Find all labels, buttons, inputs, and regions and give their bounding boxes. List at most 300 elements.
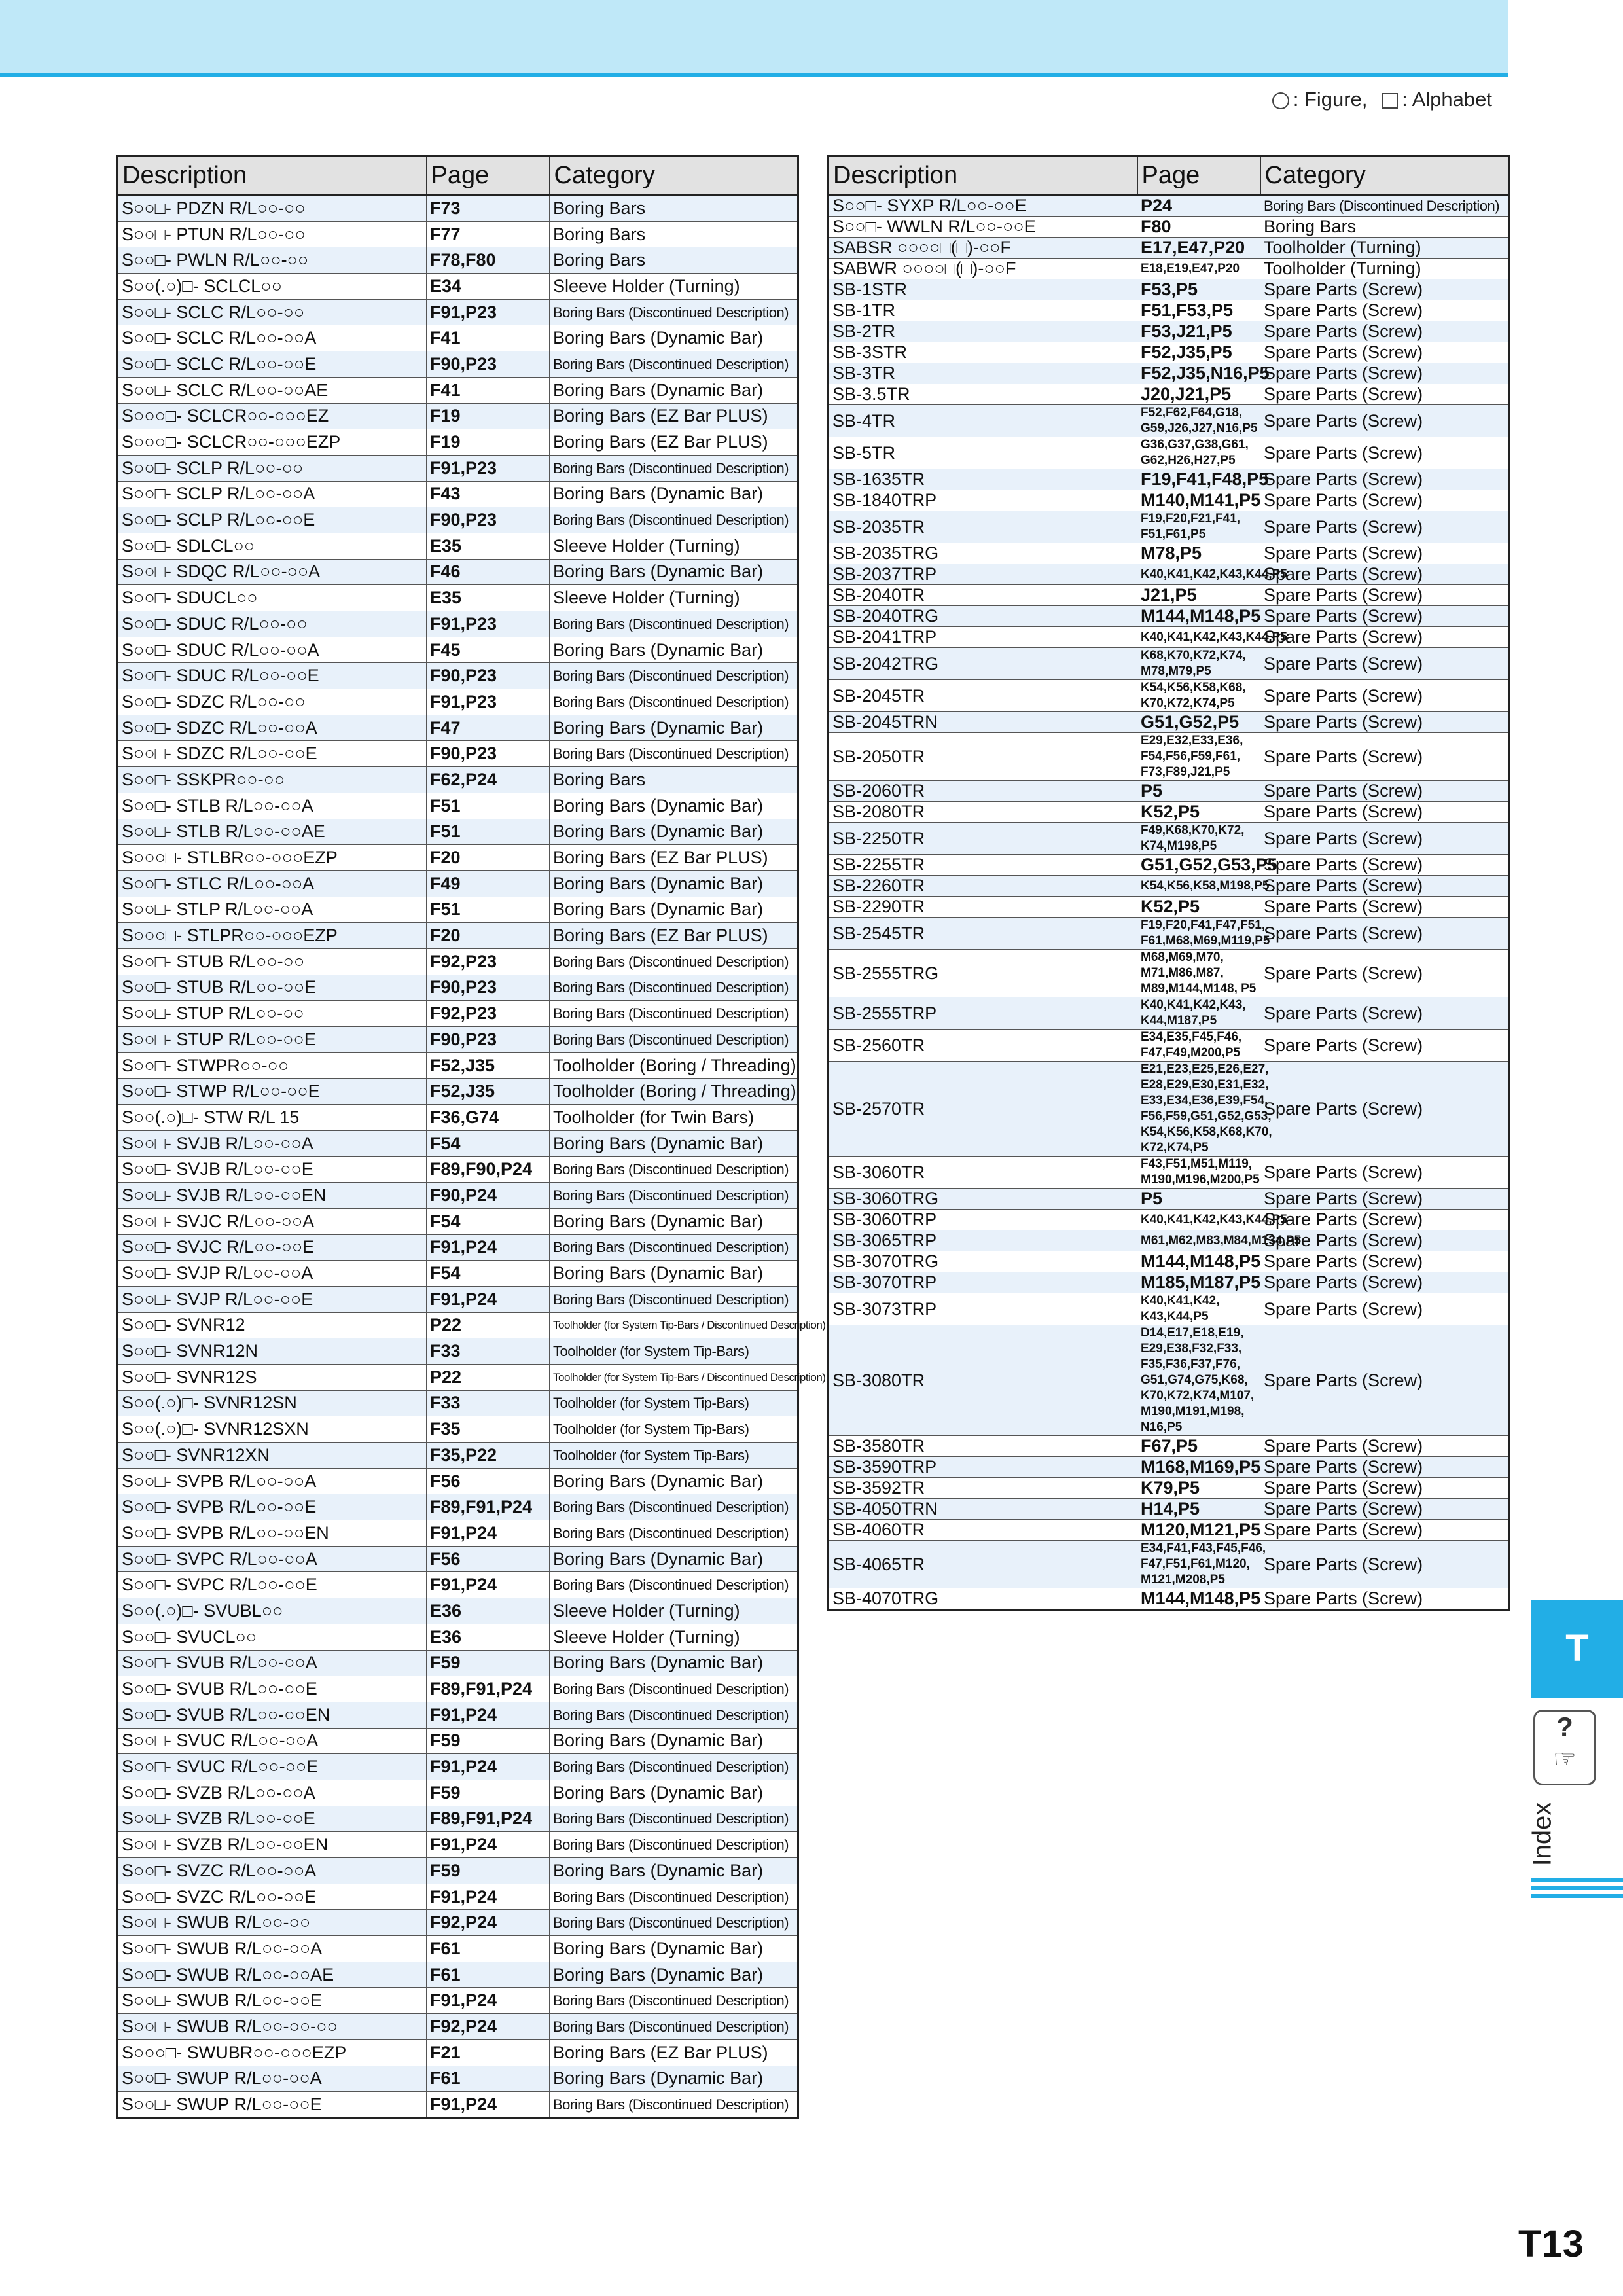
cell-category: Toolholder (for System Tip-Bars) bbox=[550, 1390, 798, 1416]
cell-page: K40,K41,K42,K43,K44,P5 bbox=[1137, 1210, 1260, 1230]
cell-description: S○○□- SCLP R/L○○-○○E bbox=[118, 507, 427, 533]
cell-category: Spare Parts (Screw) bbox=[1260, 606, 1509, 627]
cell-page: J20,J21,P5 bbox=[1137, 384, 1260, 405]
table-row bbox=[829, 680, 1509, 712]
cell-page: F43,F51,M51,M119, M190,M196,M200,P5 bbox=[1137, 1157, 1260, 1189]
table-row bbox=[829, 855, 1509, 876]
table-row bbox=[829, 543, 1509, 564]
cell-page: F35,P22 bbox=[427, 1443, 550, 1469]
cell-category: Boring Bars (Discontinued Description) bbox=[550, 455, 798, 481]
page-number: T13 bbox=[1518, 2223, 1584, 2265]
cell-description: S○○□- SVJP R/L○○-○○A bbox=[118, 1261, 427, 1287]
cell-description: S○○□- SWUB R/L○○-○○-○○ bbox=[118, 2014, 427, 2040]
cell-page: F20 bbox=[427, 923, 550, 949]
table-row bbox=[118, 533, 798, 559]
cell-page: P24 bbox=[1137, 195, 1260, 217]
cell-page: K40,K41,K42,K43, K44,M187,P5 bbox=[1137, 997, 1260, 1030]
cell-description: SB-2570TR bbox=[829, 1062, 1137, 1157]
cell-category: Boring Bars (Dynamic Bar) bbox=[550, 1650, 798, 1676]
table-row bbox=[118, 1312, 798, 1338]
cell-description: SB-2040TR bbox=[829, 585, 1137, 606]
cell-description: S○○□- SDUC R/L○○-○○A bbox=[118, 637, 427, 663]
cell-page: F89,F90,P24 bbox=[427, 1157, 550, 1183]
cell-description: S○○□- SVUB R/L○○-○○EN bbox=[118, 1702, 427, 1728]
table-row bbox=[118, 274, 798, 300]
cell-category: Spare Parts (Screw) bbox=[1260, 1030, 1509, 1062]
cell-page: F91,P24 bbox=[427, 1234, 550, 1261]
cell-page: P22 bbox=[427, 1312, 550, 1338]
cell-page: M78,P5 bbox=[1137, 543, 1260, 564]
header-description: Description bbox=[829, 156, 1137, 195]
cell-category: Boring Bars (Dynamic Bar) bbox=[550, 1962, 798, 1988]
table-row bbox=[118, 1027, 798, 1053]
cell-page: F33 bbox=[427, 1338, 550, 1365]
cell-page: F51 bbox=[427, 819, 550, 845]
cell-category: Toolholder (Boring / Threading) bbox=[550, 1079, 798, 1105]
cell-description: S○○□- SVJB R/L○○-○○E bbox=[118, 1157, 427, 1183]
cell-page: E36 bbox=[427, 1624, 550, 1650]
cell-category: Spare Parts (Screw) bbox=[1260, 1210, 1509, 1230]
table-row bbox=[118, 195, 798, 222]
table-row bbox=[118, 403, 798, 429]
cell-category: Boring Bars (Dynamic Bar) bbox=[550, 715, 798, 741]
cell-category: Boring Bars (Discontinued Description) bbox=[550, 975, 798, 1001]
cell-category: Spare Parts (Screw) bbox=[1260, 1436, 1509, 1457]
cell-category: Spare Parts (Screw) bbox=[1260, 363, 1509, 384]
cell-description: S○○□- SWUP R/L○○-○○E bbox=[118, 2092, 427, 2119]
cell-category: Boring Bars (Discontinued Description) bbox=[550, 1754, 798, 1780]
table-row bbox=[829, 1030, 1509, 1062]
cell-category: Boring Bars (Discontinued Description) bbox=[550, 663, 798, 689]
table-row bbox=[118, 1001, 798, 1027]
cell-description: S○○□- SVZC R/L○○-○○A bbox=[118, 1858, 427, 1884]
cell-page: F20 bbox=[427, 845, 550, 871]
table-row bbox=[118, 637, 798, 663]
cell-category: Sleeve Holder (Turning) bbox=[550, 1624, 798, 1650]
cell-description: S○○□- SCLC R/L○○-○○AE bbox=[118, 377, 427, 403]
cell-page: F35 bbox=[427, 1416, 550, 1443]
cell-page: F91,P24 bbox=[427, 2092, 550, 2119]
table-row bbox=[829, 1478, 1509, 1499]
cell-description: S○○□- SDUC R/L○○-○○E bbox=[118, 663, 427, 689]
cell-page: F53,P5 bbox=[1137, 279, 1260, 300]
cell-description: SB-2035TR bbox=[829, 511, 1137, 543]
cell-description: S○○□- SCLP R/L○○-○○A bbox=[118, 481, 427, 507]
cell-category: Boring Bars (Discontinued Description) bbox=[550, 1572, 798, 1598]
table-row bbox=[118, 1338, 798, 1365]
cell-category: Boring Bars (Discontinued Description) bbox=[550, 741, 798, 767]
table-row bbox=[118, 1546, 798, 1572]
cell-category: Boring Bars (Discontinued Description) bbox=[550, 351, 798, 378]
table-row bbox=[118, 221, 798, 247]
cell-category: Sleeve Holder (Turning) bbox=[550, 585, 798, 611]
top-color-band bbox=[0, 0, 1508, 73]
cell-description: S○○□- SVUC R/L○○-○○E bbox=[118, 1754, 427, 1780]
cell-category: Boring Bars (Discontinued Description) bbox=[550, 1234, 798, 1261]
cell-description: S○○□- SVJC R/L○○-○○A bbox=[118, 1208, 427, 1234]
cell-page: F52,J35,N16,P5 bbox=[1137, 363, 1260, 384]
cell-description: S○○○□- SCLCR○○-○○○EZP bbox=[118, 429, 427, 456]
cell-page: K40,K41,K42,K43,K44,P5 bbox=[1137, 627, 1260, 648]
cell-page: E35 bbox=[427, 533, 550, 559]
table-row bbox=[829, 897, 1509, 918]
cell-description: SB-2037TRP bbox=[829, 564, 1137, 585]
cell-page: F19,F20,F21,F41, F51,F61,P5 bbox=[1137, 511, 1260, 543]
cell-description: SB-2035TRG bbox=[829, 543, 1137, 564]
cell-description: S○○□- SCLC R/L○○-○○ bbox=[118, 299, 427, 325]
cell-description: S○○□- SCLC R/L○○-○○E bbox=[118, 351, 427, 378]
table-row bbox=[829, 300, 1509, 321]
cell-description: S○○○□- STLBR○○-○○○EZP bbox=[118, 845, 427, 871]
cell-description: S○○□- SVUB R/L○○-○○E bbox=[118, 1676, 427, 1702]
cell-category: Sleeve Holder (Turning) bbox=[550, 1598, 798, 1624]
table-row bbox=[829, 1293, 1509, 1325]
cell-description: S○○□- SVJB R/L○○-○○A bbox=[118, 1130, 427, 1157]
cell-category: Spare Parts (Screw) bbox=[1260, 405, 1509, 437]
cell-page: F54 bbox=[427, 1261, 550, 1287]
cell-page: M185,M187,P5 bbox=[1137, 1272, 1260, 1293]
table-row bbox=[118, 1390, 798, 1416]
cell-category: Toolholder (Turning) bbox=[1260, 259, 1509, 279]
cell-description: S○○□- SVZC R/L○○-○○E bbox=[118, 1884, 427, 1910]
cell-description: SB-2545TR bbox=[829, 918, 1137, 950]
cell-description: S○○□- PWLN R/L○○-○○ bbox=[118, 247, 427, 274]
cell-page: F51,F53,P5 bbox=[1137, 300, 1260, 321]
cell-page: F51 bbox=[427, 897, 550, 923]
cell-page: J21,P5 bbox=[1137, 585, 1260, 606]
table-row bbox=[829, 1210, 1509, 1230]
cell-page: F91,P24 bbox=[427, 1572, 550, 1598]
cell-category: Toolholder (for System Tip-Bars) bbox=[550, 1416, 798, 1443]
cell-page: K40,K41,K42,K43,K44,P5 bbox=[1137, 564, 1260, 585]
cell-category: Boring Bars bbox=[550, 195, 798, 222]
table-row bbox=[829, 1272, 1509, 1293]
cell-description: SB-2560TR bbox=[829, 1030, 1137, 1062]
cell-description: S○○□- SDQC R/L○○-○○A bbox=[118, 559, 427, 585]
cell-description: SB-4050TRN bbox=[829, 1499, 1137, 1520]
table-row bbox=[118, 689, 798, 715]
table-row bbox=[829, 950, 1509, 997]
index-table-right bbox=[827, 155, 1510, 1611]
table-row bbox=[118, 1858, 798, 1884]
table-row bbox=[118, 377, 798, 403]
cell-category: Spare Parts (Screw) bbox=[1260, 543, 1509, 564]
cell-description: SB-2080TR bbox=[829, 802, 1137, 823]
cell-description: S○○(.○)□- SCLCL○○ bbox=[118, 274, 427, 300]
cell-description: S○○□- SDUCL○○ bbox=[118, 585, 427, 611]
cell-page: F90,P23 bbox=[427, 975, 550, 1001]
table-row bbox=[118, 1754, 798, 1780]
cell-page: K52,P5 bbox=[1137, 897, 1260, 918]
cell-category: Boring Bars (Discontinued Description) bbox=[550, 689, 798, 715]
cell-description: S○○□- STUB R/L○○-○○E bbox=[118, 975, 427, 1001]
cell-description: SB-2045TR bbox=[829, 680, 1137, 712]
cell-description: S○○○□- STLPR○○-○○○EZP bbox=[118, 923, 427, 949]
table-row bbox=[118, 1780, 798, 1806]
cell-category: Boring Bars bbox=[550, 221, 798, 247]
cell-description: SB-3065TRP bbox=[829, 1230, 1137, 1251]
cell-description: S○○□- STWP R/L○○-○○E bbox=[118, 1079, 427, 1105]
table-row bbox=[118, 1962, 798, 1988]
cell-description: S○○○□- SWUBR○○-○○○EZP bbox=[118, 2039, 427, 2066]
cell-page: F80 bbox=[1137, 217, 1260, 238]
table-row bbox=[118, 1416, 798, 1443]
cell-page: F47 bbox=[427, 715, 550, 741]
cell-category: Spare Parts (Screw) bbox=[1260, 1499, 1509, 1520]
table-row bbox=[118, 1936, 798, 1962]
cell-description: S○○□- SWUB R/L○○-○○E bbox=[118, 1988, 427, 2014]
cell-category: Boring Bars (Dynamic Bar) bbox=[550, 559, 798, 585]
cell-page: F78,F80 bbox=[427, 247, 550, 274]
table-row bbox=[829, 802, 1509, 823]
cell-description: S○○□- SVPB R/L○○-○○E bbox=[118, 1494, 427, 1520]
table-row bbox=[118, 1806, 798, 1832]
cell-category: Spare Parts (Screw) bbox=[1260, 511, 1509, 543]
cell-category: Spare Parts (Screw) bbox=[1260, 490, 1509, 511]
cell-category: Spare Parts (Screw) bbox=[1260, 1293, 1509, 1325]
table-row bbox=[118, 923, 798, 949]
cell-category: Boring Bars (Discontinued Description) bbox=[550, 1806, 798, 1832]
cell-page: F56 bbox=[427, 1546, 550, 1572]
cell-page: F91,P24 bbox=[427, 1832, 550, 1858]
cell-page: F19,F41,F48,P5 bbox=[1137, 469, 1260, 490]
cell-description: S○○□- SDZC R/L○○-○○A bbox=[118, 715, 427, 741]
table-row bbox=[829, 405, 1509, 437]
table-row bbox=[829, 342, 1509, 363]
header-category: Category bbox=[550, 156, 798, 195]
table-row bbox=[829, 1541, 1509, 1588]
table-row bbox=[118, 1624, 798, 1650]
cell-page: E21,E23,E25,E26,E27, E28,E29,E30,E31,E32, E33,E34,E36,E39,F54, F56,F59,G51,G52,G53, K54,K56,K58,K68,K70, K72,K74,P5 bbox=[1137, 1062, 1260, 1157]
cell-category: Boring Bars (Discontinued Description) bbox=[550, 1884, 798, 1910]
cell-category: Spare Parts (Screw) bbox=[1260, 712, 1509, 733]
cell-page: F77 bbox=[427, 221, 550, 247]
cell-description: SB-1STR bbox=[829, 279, 1137, 300]
cell-description: S○○□- SDZC R/L○○-○○ bbox=[118, 689, 427, 715]
cell-page: F61 bbox=[427, 1962, 550, 1988]
table-row bbox=[829, 217, 1509, 238]
cell-category: Boring Bars (Dynamic Bar) bbox=[550, 1468, 798, 1494]
cell-description: SB-3592TR bbox=[829, 1478, 1137, 1499]
cell-page: M68,M69,M70, M71,M86,M87, M89,M144,M148, P5 bbox=[1137, 950, 1260, 997]
table-row bbox=[829, 1325, 1509, 1436]
table-row bbox=[118, 1520, 798, 1547]
cell-page: E18,E19,E47,P20 bbox=[1137, 259, 1260, 279]
table-row bbox=[829, 1520, 1509, 1541]
cell-category: Toolholder (for System Tip-Bars) bbox=[550, 1443, 798, 1469]
cell-category: Spare Parts (Screw) bbox=[1260, 1478, 1509, 1499]
cell-page: P5 bbox=[1137, 781, 1260, 802]
cell-page: F19,F20,F41,F47,F51, F61,M68,M69,M119,P5 bbox=[1137, 918, 1260, 950]
cell-category: Spare Parts (Screw) bbox=[1260, 733, 1509, 781]
cell-page: F52,F62,F64,G18, G59,J26,J27,N16,P5 bbox=[1137, 405, 1260, 437]
table-row bbox=[118, 1468, 798, 1494]
cell-description: S○○□- SWUP R/L○○-○○A bbox=[118, 2066, 427, 2092]
cell-page: K52,P5 bbox=[1137, 802, 1260, 823]
table-row bbox=[829, 469, 1509, 490]
table-row bbox=[829, 363, 1509, 384]
table-row bbox=[829, 606, 1509, 627]
cell-category: Spare Parts (Screw) bbox=[1260, 279, 1509, 300]
cell-page: M144,M148,P5 bbox=[1137, 606, 1260, 627]
table-row bbox=[118, 767, 798, 793]
table-row bbox=[118, 1157, 798, 1183]
cell-page: F92,P24 bbox=[427, 2014, 550, 2040]
cell-category: Spare Parts (Screw) bbox=[1260, 437, 1509, 469]
cell-page: F91,P23 bbox=[427, 689, 550, 715]
cell-category: Boring Bars (Dynamic Bar) bbox=[550, 1261, 798, 1287]
cell-category: Boring Bars (Discontinued Description) bbox=[550, 611, 798, 637]
cell-description: SB-2555TRG bbox=[829, 950, 1137, 997]
cell-category: Spare Parts (Screw) bbox=[1260, 1325, 1509, 1436]
cell-description: SB-3070TRP bbox=[829, 1272, 1137, 1293]
table-row bbox=[829, 1230, 1509, 1251]
table-row bbox=[829, 585, 1509, 606]
cell-category: Boring Bars (Discontinued Description) bbox=[550, 1676, 798, 1702]
cell-page: E34,F41,F43,F45,F46, F47,F51,F61,M120, M121,M208,P5 bbox=[1137, 1541, 1260, 1588]
cell-description: S○○□- SVZB R/L○○-○○EN bbox=[118, 1832, 427, 1858]
cell-page: F91,P23 bbox=[427, 299, 550, 325]
cell-category: Boring Bars (Dynamic Bar) bbox=[550, 1858, 798, 1884]
cell-page: M144,M148,P5 bbox=[1137, 1251, 1260, 1272]
cell-page: P5 bbox=[1137, 1189, 1260, 1210]
cell-description: S○○□- SSKPR○○-○○ bbox=[118, 767, 427, 793]
table-row bbox=[118, 455, 798, 481]
table-row bbox=[118, 1884, 798, 1910]
cell-description: SABSR ○○○○□(□)-○○F bbox=[829, 238, 1137, 259]
table-row bbox=[829, 876, 1509, 897]
cell-category: Boring Bars (EZ Bar PLUS) bbox=[550, 429, 798, 456]
cell-category: Boring Bars (Discontinued Description) bbox=[550, 1001, 798, 1027]
cell-category: Boring Bars (Discontinued Description) bbox=[550, 1494, 798, 1520]
table-row bbox=[829, 511, 1509, 543]
table-row bbox=[829, 1157, 1509, 1189]
cell-page: F51 bbox=[427, 793, 550, 819]
cell-page: F45 bbox=[427, 637, 550, 663]
cell-description: SB-1635TR bbox=[829, 469, 1137, 490]
table-row bbox=[829, 1499, 1509, 1520]
cell-description: SB-3060TRG bbox=[829, 1189, 1137, 1210]
cell-description: SB-3073TRP bbox=[829, 1293, 1137, 1325]
cell-category: Boring Bars (Discontinued Description) bbox=[550, 1988, 798, 2014]
cell-description: SB-2045TRN bbox=[829, 712, 1137, 733]
cell-page: F43 bbox=[427, 481, 550, 507]
table-row bbox=[118, 870, 798, 897]
cell-category: Spare Parts (Screw) bbox=[1260, 469, 1509, 490]
table-row bbox=[118, 507, 798, 533]
top-accent-line bbox=[0, 73, 1508, 77]
table-row bbox=[118, 2039, 798, 2066]
cell-category: Spare Parts (Screw) bbox=[1260, 564, 1509, 585]
table-row bbox=[829, 490, 1509, 511]
cell-description: SB-3060TR bbox=[829, 1157, 1137, 1189]
table-row bbox=[118, 715, 798, 741]
cell-description: S○○(.○)□- SVUBL○○ bbox=[118, 1598, 427, 1624]
table-row bbox=[118, 741, 798, 767]
table-row bbox=[118, 2092, 798, 2119]
cell-category: Boring Bars (Discontinued Description) bbox=[550, 948, 798, 975]
cell-category: Spare Parts (Screw) bbox=[1260, 781, 1509, 802]
cell-description: S○○□- SDLCL○○ bbox=[118, 533, 427, 559]
cell-description: SB-3580TR bbox=[829, 1436, 1137, 1457]
cell-description: S○○□- SVPC R/L○○-○○A bbox=[118, 1546, 427, 1572]
table-row bbox=[118, 1052, 798, 1079]
cell-description: S○○□- SCLP R/L○○-○○ bbox=[118, 455, 427, 481]
legend-figure: : Figure, bbox=[1293, 88, 1368, 111]
table-row bbox=[118, 1910, 798, 1936]
cell-page: F67,P5 bbox=[1137, 1436, 1260, 1457]
cell-category: Boring Bars (Dynamic Bar) bbox=[550, 1546, 798, 1572]
cell-category: Spare Parts (Screw) bbox=[1260, 1520, 1509, 1541]
table-row bbox=[118, 1650, 798, 1676]
cell-description: S○○□- STUP R/L○○-○○ bbox=[118, 1001, 427, 1027]
cell-description: S○○□- SVUB R/L○○-○○A bbox=[118, 1650, 427, 1676]
cell-page: F90,P23 bbox=[427, 1027, 550, 1053]
cell-category: Boring Bars (Discontinued Description) bbox=[550, 1520, 798, 1547]
cell-page: F92,P23 bbox=[427, 1001, 550, 1027]
cell-category: Boring Bars (Dynamic Bar) bbox=[550, 481, 798, 507]
cell-description: S○○□- SVPB R/L○○-○○A bbox=[118, 1468, 427, 1494]
help-index-button[interactable] bbox=[1533, 1710, 1596, 1785]
cell-description: S○○□- WWLN R/L○○-○○E bbox=[829, 217, 1137, 238]
cell-category: Spare Parts (Screw) bbox=[1260, 321, 1509, 342]
table-row bbox=[829, 259, 1509, 279]
table-row bbox=[829, 781, 1509, 802]
cell-category: Boring Bars (Dynamic Bar) bbox=[550, 897, 798, 923]
cell-page: F59 bbox=[427, 1728, 550, 1754]
cell-page: H14,P5 bbox=[1137, 1499, 1260, 1520]
cell-category: Spare Parts (Screw) bbox=[1260, 1157, 1509, 1189]
cell-page: E29,E32,E33,E36, F54,F56,F59,F61, F73,F89,J21,P5 bbox=[1137, 733, 1260, 781]
table-row bbox=[118, 585, 798, 611]
cell-page: F90,P23 bbox=[427, 663, 550, 689]
cell-category: Toolholder (Turning) bbox=[1260, 238, 1509, 259]
table-row bbox=[829, 918, 1509, 950]
cell-page: D14,E17,E18,E19, E29,E38,F32,F33, F35,F36,F37,F76, G51,G74,G75,K68, K70,K72,K74,M107, M190,M191,M198, N16,P5 bbox=[1137, 1325, 1260, 1436]
cell-page: F59 bbox=[427, 1780, 550, 1806]
table-row bbox=[829, 997, 1509, 1030]
cell-category: Boring Bars (Discontinued Description) bbox=[550, 2092, 798, 2119]
cell-page: F61 bbox=[427, 2066, 550, 2092]
cell-description: SB-2060TR bbox=[829, 781, 1137, 802]
cell-page: F89,F91,P24 bbox=[427, 1676, 550, 1702]
cell-category: Spare Parts (Screw) bbox=[1260, 997, 1509, 1030]
cell-page: F90,P23 bbox=[427, 741, 550, 767]
section-tab-t[interactable]: T bbox=[1531, 1600, 1623, 1698]
cell-description: SB-3STR bbox=[829, 342, 1137, 363]
cell-description: S○○□- SVJC R/L○○-○○E bbox=[118, 1234, 427, 1261]
cell-page: F52,J35 bbox=[427, 1079, 550, 1105]
table-row bbox=[118, 299, 798, 325]
cell-description: S○○□- SVUCL○○ bbox=[118, 1624, 427, 1650]
cell-category: Boring Bars (Dynamic Bar) bbox=[550, 637, 798, 663]
table-row bbox=[829, 238, 1509, 259]
cell-description: S○○□- SWUB R/L○○-○○AE bbox=[118, 1962, 427, 1988]
cell-category: Spare Parts (Screw) bbox=[1260, 876, 1509, 897]
question-mark-icon: ? bbox=[1556, 1712, 1573, 1742]
cell-category: Spare Parts (Screw) bbox=[1260, 1457, 1509, 1478]
cell-description: S○○□- SVJP R/L○○-○○E bbox=[118, 1286, 427, 1312]
cell-category: Spare Parts (Screw) bbox=[1260, 1062, 1509, 1157]
cell-description: S○○□- SVNR12XN bbox=[118, 1443, 427, 1469]
table-row bbox=[118, 1183, 798, 1209]
cell-category: Boring Bars (Dynamic Bar) bbox=[550, 1728, 798, 1754]
side-stripes bbox=[1531, 1878, 1623, 1902]
cell-page: K79,P5 bbox=[1137, 1478, 1260, 1499]
table-row bbox=[118, 1728, 798, 1754]
cell-category: Toolholder (Boring / Threading) bbox=[550, 1052, 798, 1079]
cell-category: Boring Bars (Dynamic Bar) bbox=[550, 2066, 798, 2092]
